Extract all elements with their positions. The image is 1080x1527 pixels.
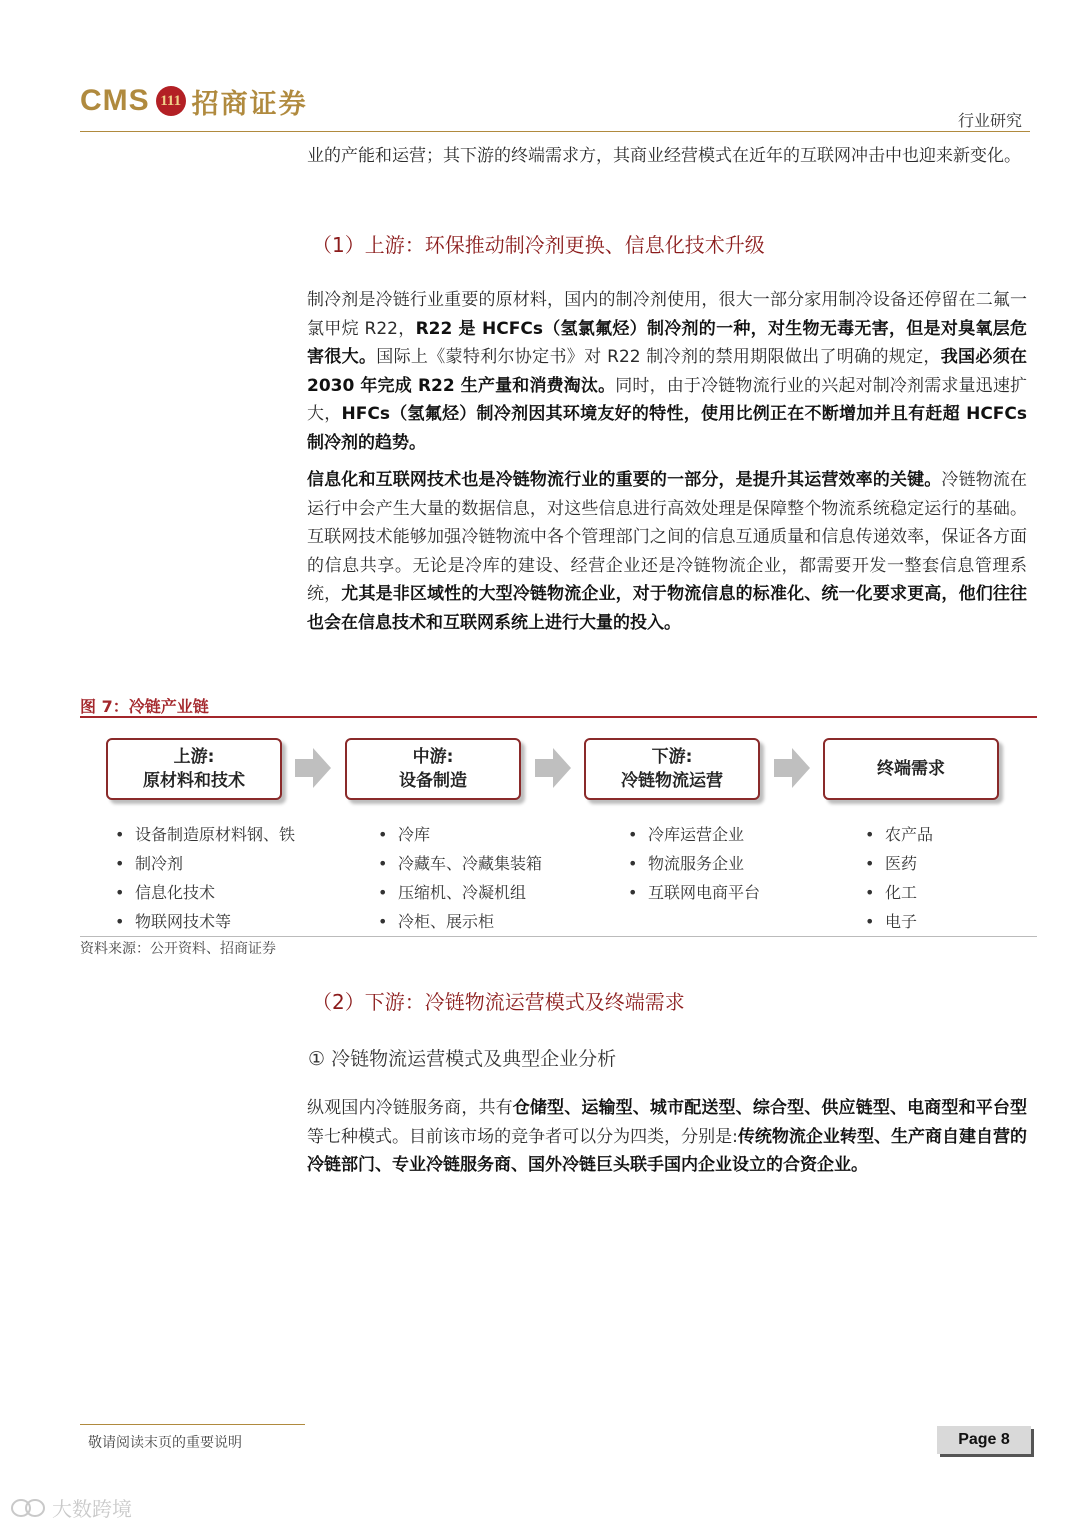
paragraph-it-technology <box>307 466 1027 637</box>
section-heading-downstream: （2）下游：冷链物流运营模式及终端需求 <box>312 990 685 1014</box>
stage-label: 上游: <box>173 747 215 767</box>
stage-label: 下游: <box>651 747 693 767</box>
footer-divider <box>80 1424 305 1425</box>
right-arrow-icon <box>774 748 810 788</box>
logo-emblem-icon: 111 <box>156 86 186 116</box>
list-item: • 化工 <box>865 878 933 907</box>
list-item: • 制冷剂 <box>115 849 295 878</box>
list-item: • 冷库 <box>378 820 542 849</box>
logo-text: CMS <box>80 84 150 117</box>
bold-run: 尤其是非区域性的大型冷链物流企业，对于物流信息的标准化、统一化要求更高，他们往往也会在信息技术和互联网系统上进行大量的投入。 <box>307 584 1028 633</box>
list-item: • 冷库运营企业 <box>628 820 760 849</box>
subsection-heading: ① 冷链物流运营模式及典型企业分析 <box>308 1048 617 1070</box>
bold-run: R22 是 HCFCs（氢氯氟烃）制冷剂的一种，对生物无毒无害，但是对臭氧层危害很大。 <box>307 318 1027 367</box>
stage-label: 中游: <box>412 747 454 767</box>
stage-label: 原材料和技术 <box>143 771 245 791</box>
stage-box-midstream <box>345 738 521 800</box>
stage-box-end-demand <box>823 738 999 800</box>
figure-top-rule <box>80 716 1037 718</box>
disclaimer-note: 敬请阅读末页的重要说明 <box>88 1435 242 1451</box>
end-demand-item-list <box>865 820 933 936</box>
figure-source-note: 资料来源：公开资料、招商证券 <box>80 941 276 957</box>
bold-run: 仓储型、运输型、城市配送型、综合型、供应链型、电商型和平台型 <box>512 1098 1028 1118</box>
header-divider <box>80 131 1030 132</box>
stage-label: 设备制造 <box>399 771 467 791</box>
intro-paragraph: 业的产能和运营；其下游的终端需求方，其商业经营模式在近年的互联网冲击中也迎来新变化。 <box>307 146 1021 166</box>
stage-box-upstream <box>106 738 282 800</box>
text-run: 国际上《蒙特利尔协定书》对 R22 制冷剂的禁用期限做出了明确的规定， <box>376 347 941 367</box>
list-item: • 压缩机、冷凝机组 <box>378 878 542 907</box>
page-number: Page 8 <box>937 1426 1031 1454</box>
list-item: • 电子 <box>865 907 933 936</box>
list-item: • 冷柜、展示柜 <box>378 907 542 936</box>
list-item: • 信息化技术 <box>115 878 295 907</box>
right-arrow-icon <box>295 748 331 788</box>
text-run: 同时，由于冷链物流行业的兴起对制冷剂需求量迅速扩大， <box>307 375 1028 424</box>
logo-chinese-name: 招商证券 <box>191 88 308 120</box>
list-item: • 物流服务企业 <box>628 849 760 878</box>
stage-box-downstream <box>584 738 760 800</box>
list-item: • 物联网技术等 <box>115 907 295 936</box>
bold-run: HFCs（氢氟烃）制冷剂因其环境友好的特性，使用比例正在不断增加并且有赶超 HCFCs 制冷剂的趋势。 <box>307 404 1028 453</box>
list-item: • 互联网电商平台 <box>628 878 760 907</box>
text-run: 冷链物流在运行中会产生大量的数据信息，对这些信息进行高效处理是保障整个物流系统稳定运行的基础。互联网技术能够加强冷链物流中各个管理部门之间的信息互通质量和信息传递效率，保证各方面的信息共享。无论是冷库的建设、经营企业还是冷链物流企业，都需要开发一整套信息管理系统， <box>307 470 1028 604</box>
bold-run: 传统物流企业转型、生产商自建自营的冷链部门、专业冷链服务商、国外冷链巨头联手国内企业设立的合资企业。 <box>307 1126 1027 1175</box>
stage-label: 终端需求 <box>877 759 945 779</box>
watermark-logo-icon <box>10 1497 46 1519</box>
list-item: • 设备制造原材料钢、铁 <box>115 820 295 849</box>
stage-label: 冷链物流运营 <box>621 771 723 791</box>
paragraph-operating-models <box>307 1094 1027 1180</box>
bold-run: 我国必须在 2030 年完成 R22 生产量和消费淘汰。 <box>307 347 1028 396</box>
bold-run: 信息化和互联网技术也是冷链物流行业的重要的一部分，是提升其运营效率的关键。 <box>307 470 942 490</box>
figure-bottom-rule <box>80 936 1037 937</box>
list-item: • 冷藏车、冷藏集装箱 <box>378 849 542 878</box>
list-item: • 医药 <box>865 849 933 878</box>
watermark-text: 大数跨境 <box>52 1497 132 1521</box>
section-heading-upstream: （1）上游：环保推动制冷剂更换、信息化技术升级 <box>312 233 765 257</box>
midstream-item-list <box>378 820 542 936</box>
upstream-item-list <box>115 820 295 936</box>
figure-title: 图 7：冷链产业链 <box>80 697 209 716</box>
company-logo <box>80 82 308 120</box>
paragraph-refrigerant <box>307 286 1027 457</box>
text-run: 纵观国内冷链服务商，共有 <box>307 1098 513 1118</box>
right-arrow-icon <box>535 748 571 788</box>
watermark <box>10 1493 132 1522</box>
text-run: 等七种模式。目前该市场的竞争者可以分为四类，分别是: <box>307 1126 738 1147</box>
report-section-label: 行业研究 <box>957 111 1022 130</box>
text-run: 制冷剂是冷链行业重要的原材料，国内的制冷剂使用，很大一部分家用制冷设备还停留在二氟一氯甲烷 R22， <box>307 290 1027 339</box>
list-item: • 农产品 <box>865 820 933 849</box>
downstream-item-list <box>628 820 760 907</box>
